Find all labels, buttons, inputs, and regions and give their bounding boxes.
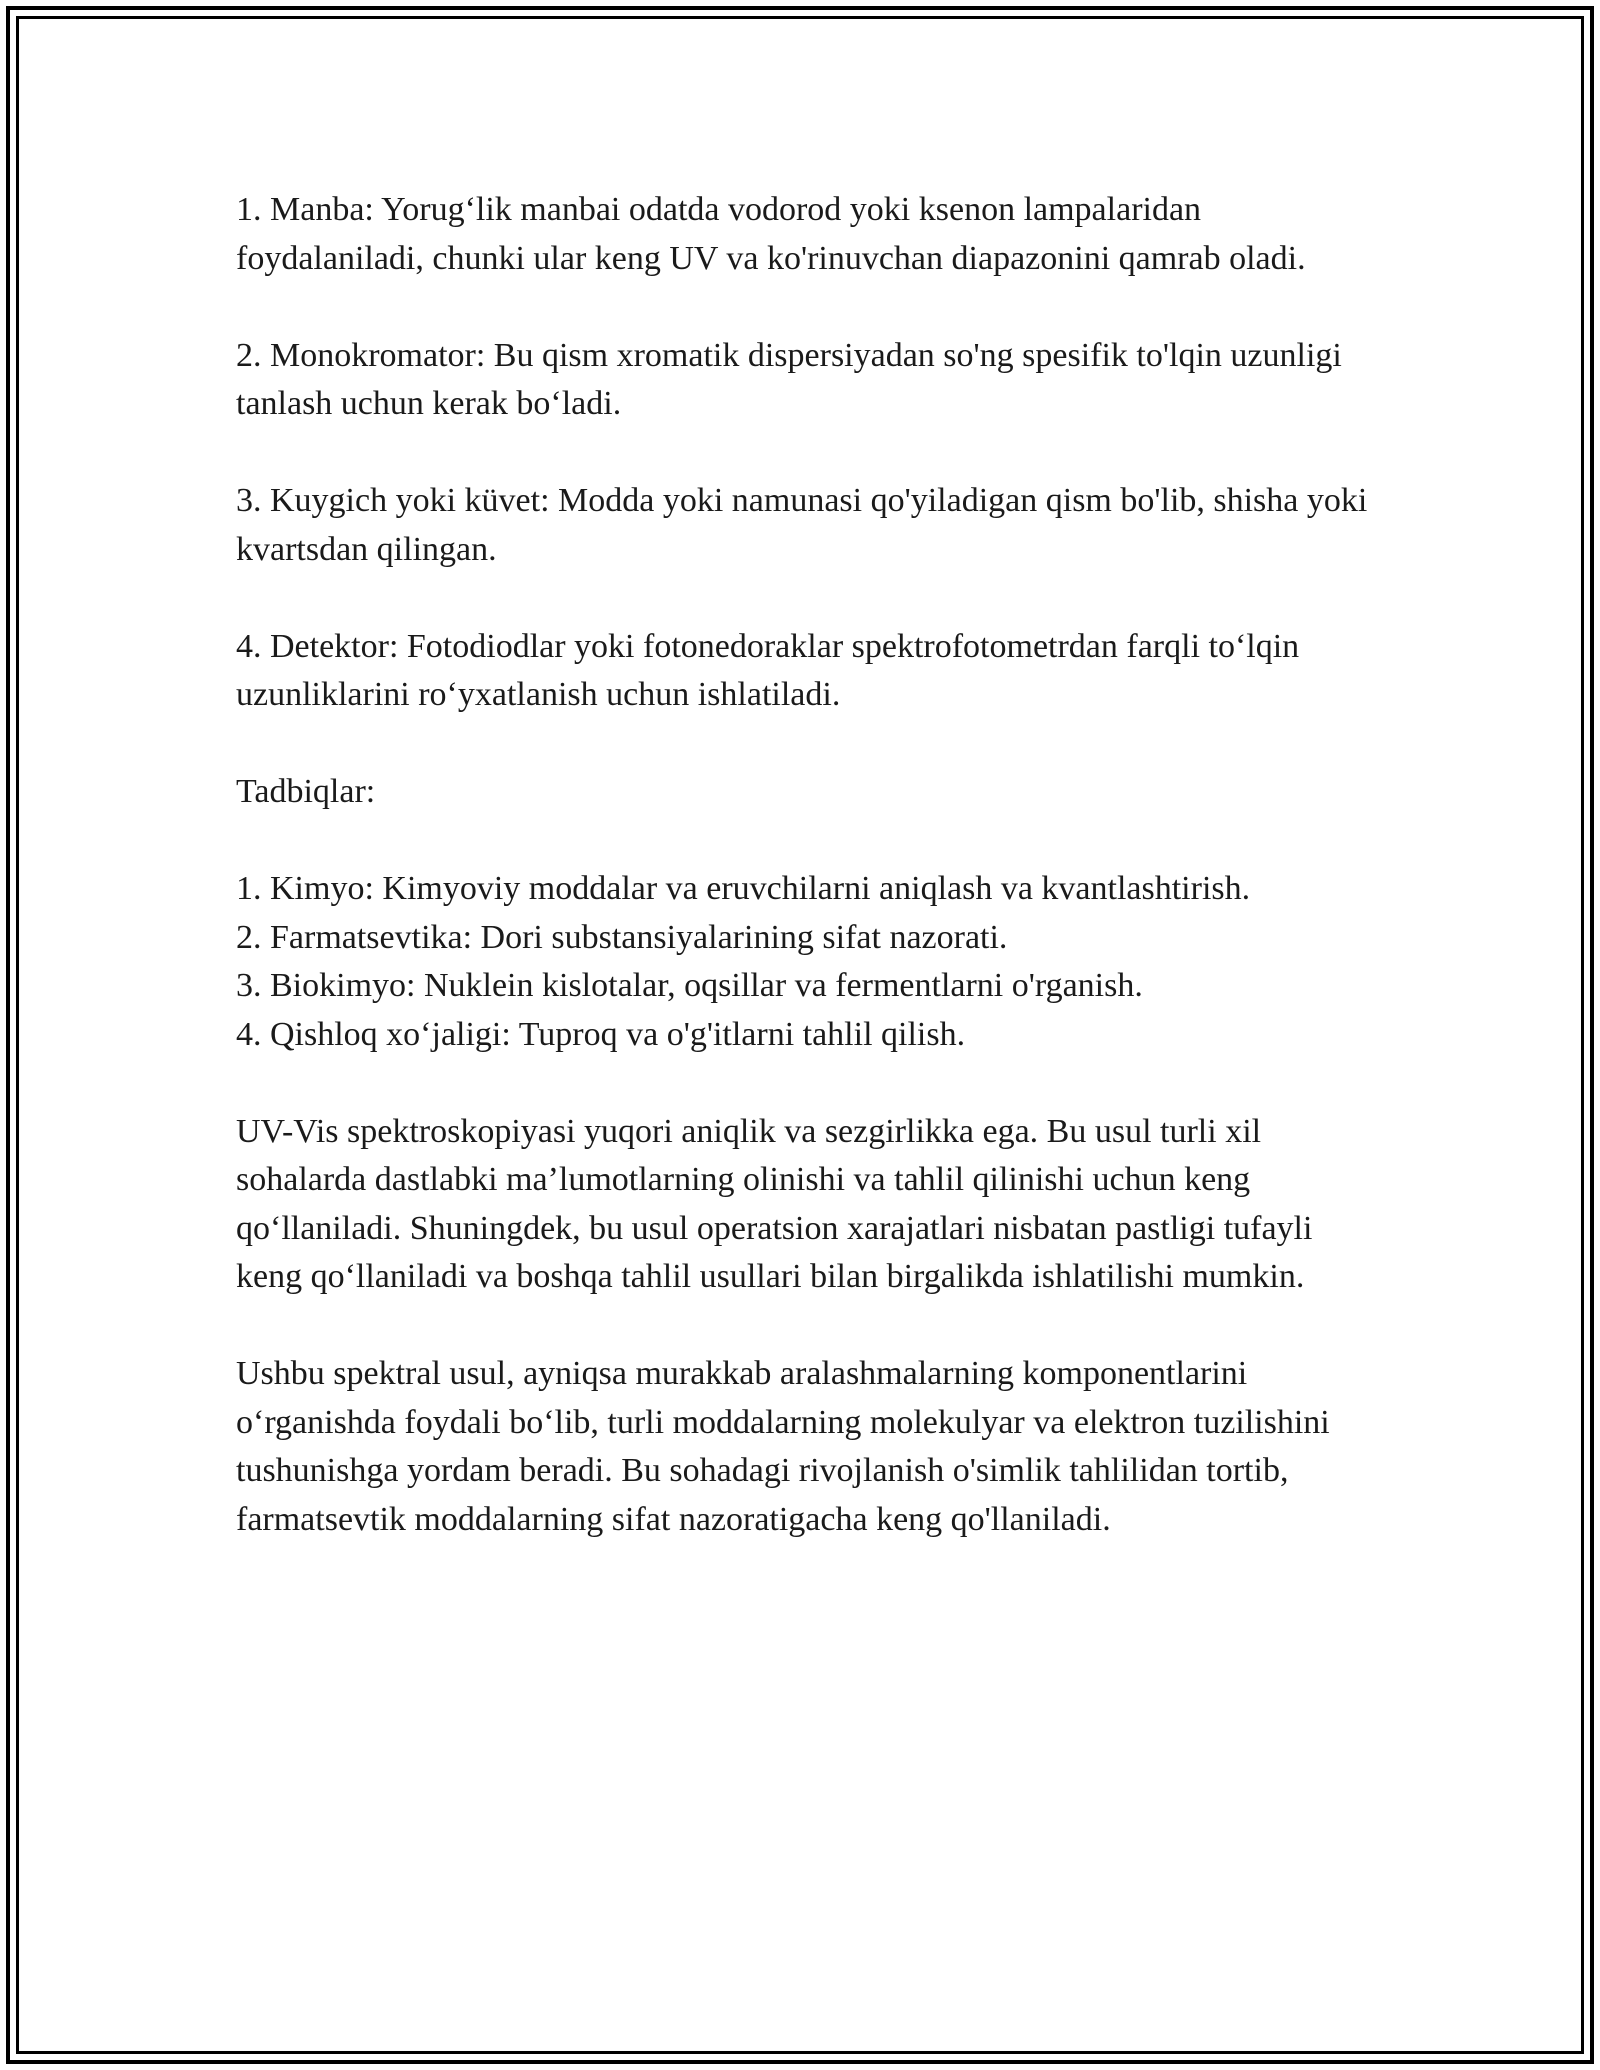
applications-list bbox=[236, 865, 1386, 1059]
document-body bbox=[236, 186, 1386, 1593]
closing-paragraph-advantages: UV-Vis spektroskopiyasi yuqori aniqlik va sezgirlikka ega. Bu usul turli xil sohalarda dastlabki ma’lumotlarning olinishi va tahlil qilinishi uchun keng qo‘llaniladi. Shuningdek, bu usul operatsion xarajatlari nisbatan pastligi tufayli keng qo‘llaniladi va boshqa tahlil usullari bilan birgalikda ishlatilishi mumkin. bbox=[236, 1112, 1313, 1295]
application-item: 3. Biokimyo: Nuklein kislotalar, oqsillar va fermentlarni o'rganish. bbox=[236, 967, 1143, 1004]
applications-heading: Tadbiqlar: bbox=[236, 773, 376, 810]
component-cuvette: 3. Kuygich yoki küvet: Modda yoki namunasi qo'yiladigan qism bo'lib, shisha yoki kvartsdan qilingan. bbox=[236, 482, 1368, 568]
component-monochromator: 2. Monokromator: Bu qism xromatik dispersiyadan so'ng spesifik to'lqin uzunligi tanlash uchun kerak bo‘ladi. bbox=[236, 336, 1342, 422]
application-item: 4. Qishloq xo‘jaligi: Tuproq va o'g'itlarni tahlil qilish. bbox=[236, 1015, 966, 1053]
application-item: 1. Kimyo: Kimyoviy moddalar va eruvchilarni aniqlash va kvantlashtirish. bbox=[236, 870, 1251, 907]
component-source: 1. Manba: Yorug‘lik manbai odatda vodorod yoki ksenon lampalaridan foydalaniladi, chunki ular keng UV va ko'rinuvchan diapazonini qamrab oladi. bbox=[236, 191, 1306, 277]
component-detector: 4. Detektor: Fotodiodlar yoki fotonedoraklar spektrofotometrdan farqli to‘lqin uzunliklarini ro‘yxatlanish uchun ishlatiladi. bbox=[236, 627, 1300, 713]
application-item: 2. Farmatsevtika: Dori substansiyalarining sifat nazorati. bbox=[236, 918, 1008, 956]
closing-paragraph-usage: Ushbu spektral usul, ayniqsa murakkab aralashmalarning komponentlarini o‘rganishda foydali bo‘lib, turli moddalarning molekulyar va elektron tuzilishini tushunishga yordam beradi. Bu sohadagi rivojlanish o'simlik tahlilidan tortib, farmatsevtik moddalarning sifat nazoratigacha keng qo'llaniladi. bbox=[236, 1355, 1330, 1538]
